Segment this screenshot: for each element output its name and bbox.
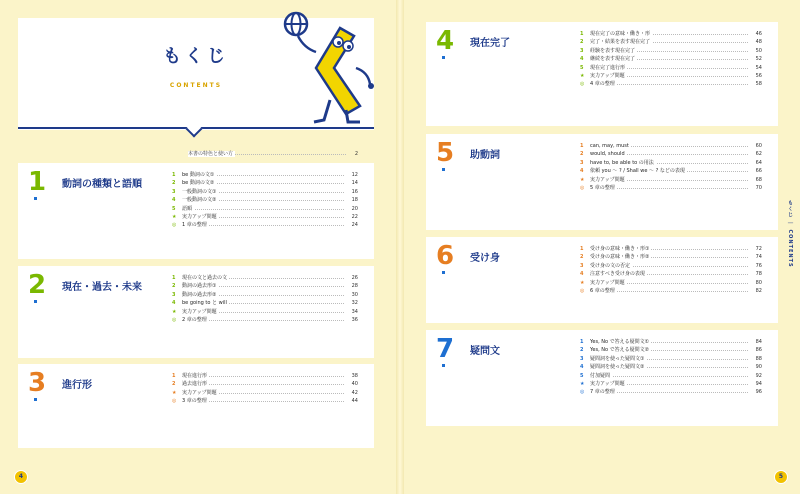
entry-number: 3 — [172, 188, 176, 195]
entry-page: 52 — [755, 56, 762, 63]
chapter-number: 1 — [28, 167, 47, 197]
toc-entry[interactable] — [172, 205, 358, 213]
entry-number: 5 — [580, 64, 584, 71]
entry-page: 94 — [755, 380, 762, 387]
entry-page: 92 — [755, 372, 762, 379]
entry-number: 2 — [172, 180, 176, 187]
entry-label: 現在の文と過去の文 — [182, 275, 228, 281]
page-title: もくじ — [163, 46, 229, 67]
entry-label: be going to と will — [182, 300, 227, 307]
entry-number: ★ — [580, 72, 585, 79]
entry-page: 54 — [755, 64, 762, 71]
entry-number: ★ — [580, 176, 585, 183]
chapter-title[interactable]: 受け身 — [470, 253, 500, 264]
toc-entry[interactable] — [580, 64, 762, 72]
page-number-right: 5 — [774, 470, 788, 484]
entry-number: ◎ — [172, 222, 177, 229]
entry-label: Yes, No で答える疑問文② — [590, 347, 650, 354]
entry-label: 受け身の意味・働き・形① — [590, 246, 650, 252]
entry-page: 68 — [755, 176, 762, 183]
toc-entry[interactable] — [580, 380, 762, 388]
entry-page: 34 — [351, 308, 358, 315]
chapter-number: 4 — [436, 26, 455, 56]
toc-entry[interactable] — [580, 80, 762, 88]
entry-label: 疑問詞を使った疑問文① — [590, 355, 645, 362]
entry-label: 現在完了進行形 — [590, 64, 626, 71]
entry-page: 24 — [351, 222, 358, 229]
chapter-marker-icon — [34, 398, 37, 401]
entry-label: 完了・結果を表す現在完了 — [590, 39, 651, 46]
toc-entry[interactable] — [580, 355, 762, 363]
entry-label: be 動詞の文② — [182, 180, 215, 187]
entry-number: 4 — [580, 364, 584, 371]
entry-label: 依頼 you 〜 ? / Shall we 〜 ? などの表現 — [590, 168, 685, 175]
entry-page: 18 — [351, 197, 358, 204]
toc-entry[interactable] — [580, 262, 762, 270]
entry-label: 実力アップ問題 — [182, 213, 217, 220]
toc-entry[interactable] — [580, 150, 762, 158]
entry-page: 76 — [755, 262, 762, 269]
toc-entry[interactable] — [172, 308, 358, 316]
entry-page: 88 — [755, 355, 762, 362]
entry-number: 1 — [172, 373, 176, 379]
entry-page: 70 — [755, 184, 762, 191]
entry-number: 4 — [580, 168, 584, 175]
entry-page: 90 — [755, 364, 762, 371]
entry-label: 実力アップ問題 — [182, 389, 217, 396]
toc-entry[interactable] — [580, 30, 762, 38]
entry-number: 3 — [172, 291, 176, 298]
entry-number: 3 — [580, 355, 584, 362]
chapter-number: 2 — [28, 270, 47, 300]
chapter-card-7 — [426, 330, 778, 426]
chapter-entry-list — [172, 372, 358, 406]
entry-label: have to, be able to の用法 — [590, 159, 654, 166]
entry-label: 一般動詞の文② — [182, 197, 217, 204]
entry-number: 2 — [580, 151, 584, 158]
entry-label: 経験を表す現在完了 — [590, 47, 636, 54]
entry-label: 継続を表す現在完了 — [590, 56, 636, 63]
entry-number: ◎ — [580, 287, 585, 294]
entry-label: 付加疑問 — [590, 372, 611, 379]
entry-number: 4 — [172, 300, 176, 307]
entry-page: 26 — [351, 275, 358, 281]
chapter-marker-icon — [442, 56, 445, 59]
entry-page: 46 — [755, 31, 762, 37]
entry-label: 動詞の過去形① — [182, 283, 217, 290]
chapter-entry-list — [580, 142, 762, 192]
entry-label: 本書の特色と使い方 — [188, 151, 234, 157]
entry-number: 1 — [580, 31, 584, 37]
toc-entry[interactable] — [580, 72, 762, 80]
entry-page: 64 — [755, 159, 762, 166]
entry-number: ★ — [172, 213, 177, 220]
entry-page: 56 — [755, 72, 762, 79]
toc-entry[interactable] — [580, 287, 762, 295]
entry-page: 28 — [351, 283, 358, 290]
entry-page: 30 — [351, 291, 358, 298]
entry-number: 4 — [580, 271, 584, 278]
toc-entry[interactable] — [580, 245, 762, 253]
chapter-card-2 — [18, 266, 374, 358]
chapter-title[interactable]: 動詞の種類と語順 — [62, 179, 142, 190]
mascot-illustration — [278, 6, 378, 128]
entry-label: 実力アップ問題 — [590, 279, 625, 286]
entry-page: 60 — [755, 143, 762, 149]
entry-label: 実力アップ問題 — [590, 176, 625, 183]
toc-entry[interactable] — [172, 372, 358, 380]
chapter-marker-icon — [442, 364, 445, 367]
entry-number: 2 — [172, 283, 176, 290]
entry-page: 84 — [755, 339, 762, 345]
entry-label: 7 章の整理 — [590, 389, 615, 396]
entry-page: 82 — [755, 287, 762, 294]
entry-page: 50 — [755, 47, 762, 54]
toc-entry[interactable] — [172, 291, 358, 299]
entry-number: 2 — [580, 254, 584, 261]
page-number-left: 4 — [14, 470, 28, 484]
toc-entry[interactable] — [580, 176, 762, 184]
entry-number: ★ — [172, 389, 177, 396]
entry-page: 96 — [755, 389, 762, 396]
entry-page: 80 — [755, 279, 762, 286]
entry-label: 疑問詞を使った疑問文② — [590, 364, 645, 371]
toc-entry[interactable] — [172, 389, 358, 397]
entry-page: 78 — [755, 271, 762, 278]
entry-label: 5 章の整理 — [590, 184, 615, 191]
entry-label: 2 章の整理 — [182, 316, 207, 323]
entry-number: 5 — [580, 372, 584, 379]
entry-label: 現在進行形 — [182, 373, 208, 379]
entry-number: 1 — [580, 339, 584, 345]
entry-page: 12 — [351, 172, 358, 178]
chapter-entry-list — [580, 245, 762, 295]
entry-number: 4 — [580, 56, 584, 63]
toc-entry[interactable] — [580, 38, 762, 46]
chapter-number: 7 — [436, 334, 455, 364]
toc-entry[interactable] — [580, 184, 762, 192]
entry-page: 38 — [351, 373, 358, 379]
entry-number: 4 — [172, 197, 176, 204]
toc-entry[interactable] — [580, 346, 762, 354]
chapter-marker-icon — [442, 168, 445, 171]
toc-entry[interactable] — [172, 196, 358, 204]
entry-page: 72 — [755, 246, 762, 252]
entry-number: ★ — [172, 308, 177, 315]
toc-entry[interactable] — [172, 221, 358, 229]
entry-page: 74 — [755, 254, 762, 261]
toc-entry[interactable] — [172, 299, 358, 307]
entry-number: 2 — [580, 347, 584, 354]
toc-entry[interactable] — [580, 253, 762, 261]
entry-number: 1 — [580, 246, 584, 252]
entry-page: 42 — [351, 389, 358, 396]
chapter-card-4 — [426, 22, 778, 126]
entry-number: ★ — [580, 279, 585, 286]
dot-leader — [182, 209, 344, 210]
toc-entry[interactable] — [580, 47, 762, 55]
chapter-entry-list — [172, 171, 358, 230]
dot-leader — [590, 376, 748, 377]
chapter-marker-icon — [442, 271, 445, 274]
entry-label: 6 章の整理 — [590, 287, 615, 294]
chapter-title[interactable]: 現在・過去・未来 — [62, 282, 142, 293]
entry-label: 注意すべき受け身の表現 — [590, 271, 645, 278]
entry-page: 40 — [351, 381, 358, 388]
entry-page: 66 — [755, 168, 762, 175]
chapter-entry-list — [580, 30, 762, 89]
toc-entry[interactable] — [172, 397, 358, 405]
entry-label: 4 章の整理 — [590, 81, 615, 88]
entry-number: ◎ — [172, 316, 177, 323]
chapter-card-1 — [18, 163, 374, 259]
entry-number: 3 — [580, 159, 584, 166]
entry-page: 2 — [354, 151, 358, 157]
chapter-card-5 — [426, 134, 778, 230]
entry-label: 3 章の整理 — [182, 398, 207, 405]
entry-page: 86 — [755, 347, 762, 354]
entry-number: 1 — [172, 275, 176, 281]
entry-page: 32 — [351, 300, 358, 307]
entry-page: 36 — [351, 316, 358, 323]
entry-label: 1 章の整理 — [182, 222, 207, 229]
entry-page: 22 — [351, 213, 358, 220]
toc-entry[interactable] — [580, 167, 762, 175]
toc-entry[interactable] — [580, 142, 762, 150]
chapter-number: 3 — [28, 368, 47, 398]
chapter-title[interactable]: 進行形 — [62, 380, 92, 391]
entry-label: 現在完了の意味・働き・形 — [590, 31, 651, 37]
toc-entry[interactable] — [172, 380, 358, 388]
entry-number: 3 — [580, 47, 584, 54]
entry-page: 14 — [351, 180, 358, 187]
entry-label: 一般動詞の文① — [182, 188, 217, 195]
entry-label: can, may, must — [590, 143, 629, 149]
entry-label: 動詞の過去形② — [182, 291, 217, 298]
toc-entry[interactable] — [172, 282, 358, 290]
entry-label: 語順 — [182, 205, 193, 212]
chapter-title[interactable]: 疑問文 — [470, 346, 500, 357]
toc-entry[interactable] — [580, 270, 762, 278]
chapter-number: 6 — [436, 241, 455, 271]
toc-entry[interactable] — [172, 171, 358, 179]
toc-entry[interactable] — [172, 188, 358, 196]
entry-page: 58 — [755, 81, 762, 88]
entry-number: 1 — [580, 143, 584, 149]
toc-entry[interactable] — [580, 363, 762, 371]
toc-entry[interactable] — [580, 372, 762, 380]
entry-number: ◎ — [580, 389, 585, 396]
entry-page: 48 — [755, 39, 762, 46]
chapter-number: 5 — [436, 138, 455, 168]
entry-page: 20 — [351, 205, 358, 212]
entry-number: 3 — [580, 262, 584, 269]
entry-number: 5 — [172, 205, 176, 212]
entry-number: ★ — [580, 380, 585, 387]
entry-label: 受け身の意味・働き・形② — [590, 254, 650, 261]
toc-entry[interactable] — [172, 179, 358, 187]
entry-label: be 動詞の文① — [182, 172, 215, 178]
toc-entry[interactable] — [172, 213, 358, 221]
page-subtitle: CONTENTS — [169, 82, 223, 89]
chapter-card-6 — [426, 237, 778, 323]
chapter-entry-list — [580, 338, 762, 397]
entry-label: would, should — [590, 151, 625, 158]
entry-number: ◎ — [580, 81, 585, 88]
side-index-tab[interactable]: もくじ ｜ CONTENTS — [787, 200, 793, 268]
toc-entry[interactable] — [172, 316, 358, 324]
chapter-card-3 — [18, 364, 374, 448]
entry-label: 過去進行形 — [182, 381, 208, 388]
entry-label: 実力アップ問題 — [590, 380, 625, 387]
toc-intro-entry[interactable] — [188, 150, 358, 158]
entry-page: 62 — [755, 151, 762, 158]
entry-number: 1 — [172, 172, 176, 178]
chapter-marker-icon — [34, 300, 37, 303]
entry-label: 実力アップ問題 — [590, 72, 625, 79]
entry-page: 44 — [351, 398, 358, 405]
entry-number: 2 — [580, 39, 584, 46]
chapter-entry-list — [172, 274, 358, 324]
entry-label: 実力アップ問題 — [182, 308, 217, 315]
chapter-title[interactable]: 助動詞 — [470, 150, 500, 161]
toc-entry[interactable] — [172, 274, 358, 282]
entry-label: Yes, No で答える疑問文① — [590, 339, 650, 345]
entry-page: 16 — [351, 188, 358, 195]
toc-entry[interactable] — [580, 279, 762, 287]
toc-entry[interactable] — [580, 338, 762, 346]
chapter-marker-icon — [34, 197, 37, 200]
entry-number: 2 — [172, 381, 176, 388]
chapter-title[interactable]: 現在完了 — [470, 38, 510, 49]
entry-number: ◎ — [580, 184, 585, 191]
book-gutter — [396, 0, 404, 494]
entry-number: ◎ — [172, 398, 177, 405]
toc-entry[interactable] — [580, 388, 762, 396]
entry-label: 受け身の文の否定 — [590, 262, 631, 269]
toc-entry[interactable] — [580, 159, 762, 167]
toc-entry[interactable] — [580, 55, 762, 63]
